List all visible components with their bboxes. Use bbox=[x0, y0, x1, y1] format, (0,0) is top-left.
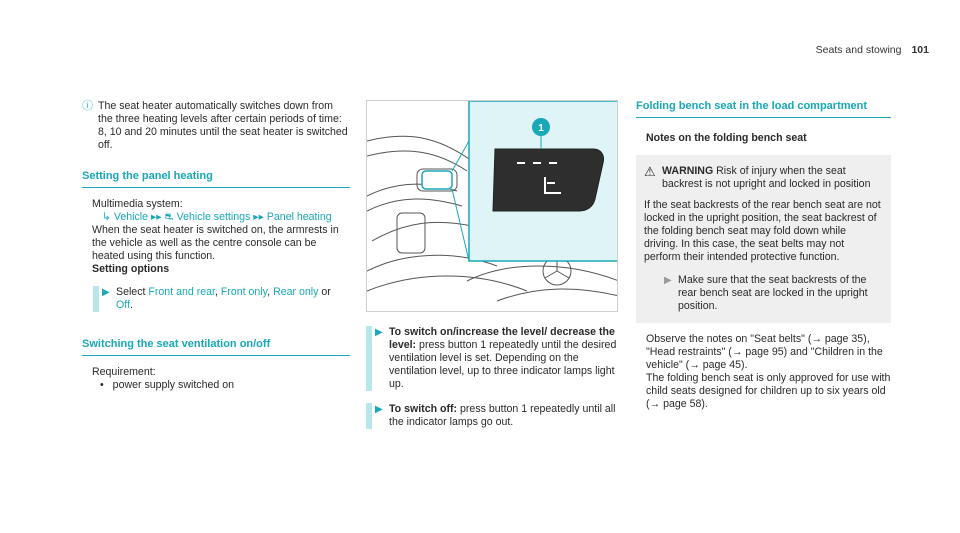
info-note-text: The seat heater automatically switches down from the three heating levels after certain periods of time: 8, 10 and 20 minutes until the seat heater is switched off. bbox=[98, 100, 348, 151]
switch-off-desc: press button 1 repeatedly until all the indicator lamps go out. bbox=[389, 403, 616, 428]
section-title: Seats and stowing bbox=[815, 44, 902, 56]
path-panel: Panel heating bbox=[266, 211, 332, 223]
car-settings-icon: ⛐ bbox=[164, 211, 174, 223]
step-bar bbox=[366, 326, 372, 391]
path-vehicle: Vehicle bbox=[113, 211, 149, 223]
select-step-text: Select Front and rear, Front only, Rear only or Off. bbox=[116, 286, 331, 311]
requirement-label: Requirement: bbox=[92, 366, 156, 378]
folding-approval: The folding bench seat is only approved for use with child seats designed for children up to six years old (→ page 58). bbox=[646, 372, 891, 410]
panel-heating-heading: Setting the panel heating bbox=[82, 170, 350, 188]
path-arrow-icon: ▸▸ bbox=[253, 211, 264, 223]
path-settings: Vehicle settings bbox=[176, 211, 251, 223]
switch-on-step bbox=[375, 326, 618, 391]
switch-on-text bbox=[389, 326, 618, 391]
switch-off-text bbox=[389, 403, 618, 429]
warning-triangle-icon: ⚠ bbox=[644, 164, 656, 179]
option-front-only: Front only bbox=[220, 286, 268, 298]
select-or: or bbox=[321, 286, 331, 298]
column-right bbox=[636, 100, 891, 411]
switch-off-label: To switch off: bbox=[389, 403, 458, 415]
warning-step-text: Make sure that the seat backrests of the rear bench seat are locked in the upright position. bbox=[678, 274, 868, 312]
column-left bbox=[82, 100, 350, 392]
warning-title: WARNING bbox=[662, 165, 714, 177]
switch-on-label: To switch on/increase the level/ decrease the level: bbox=[389, 326, 615, 351]
switch-off-step bbox=[375, 403, 618, 429]
warning-box bbox=[636, 155, 891, 323]
warning-head-text bbox=[662, 165, 881, 191]
warning-body: If the seat backrests of the rear bench seat are not locked in the upright position, the seat backrest of the folding bench seat may fold down while driving. In this case, the seat belts may not perform their intended protective function. bbox=[644, 199, 881, 263]
page-number: 101 bbox=[911, 44, 929, 56]
ventilation-heading: Switching the seat ventilation on/off bbox=[82, 338, 350, 356]
path-arrow-icon: ▸▸ bbox=[150, 211, 162, 223]
bullet-icon: • bbox=[100, 379, 104, 391]
step-arrow-icon: ▶ bbox=[375, 404, 383, 415]
options-label: Setting options bbox=[92, 263, 170, 275]
path-return-icon: ↳ bbox=[102, 211, 111, 223]
option-front-and-rear: Front and rear bbox=[148, 286, 215, 298]
folding-bench-heading: Folding bench seat in the load compartment bbox=[636, 100, 891, 118]
step-arrow-icon: ▶ bbox=[102, 287, 110, 298]
option-off: Off bbox=[116, 299, 130, 311]
switch-on-desc: press button 1 repeatedly until the desired ventilation level is set. Depending on the ventilation level, up to three indicator lamps light up. bbox=[389, 339, 617, 390]
page-header bbox=[816, 44, 929, 57]
step-arrow-icon: ▶ bbox=[375, 327, 383, 338]
step-arrow-icon: ▶ bbox=[664, 275, 672, 286]
menu-path bbox=[102, 211, 350, 224]
step-bar bbox=[366, 403, 372, 429]
info-icon: ⓘ bbox=[82, 100, 93, 112]
door-panel-illustration bbox=[367, 101, 618, 312]
option-rear-only: Rear only bbox=[273, 286, 319, 298]
warning-text: Risk of injury when the seat backrest is not upright and locked in position bbox=[662, 165, 871, 190]
select-step bbox=[102, 286, 350, 312]
warning-header bbox=[644, 165, 881, 191]
select-prefix: Select bbox=[116, 286, 146, 298]
column-middle bbox=[375, 326, 618, 429]
seat-ventilation-figure bbox=[366, 100, 618, 312]
system-label: Multimedia system: bbox=[92, 198, 183, 210]
warning-step bbox=[664, 274, 881, 313]
notes-heading: Notes on the folding bench seat bbox=[646, 132, 807, 144]
info-note bbox=[82, 100, 350, 152]
requirement-text: power supply switched on bbox=[112, 379, 234, 391]
requirement-item bbox=[100, 379, 350, 392]
step-bar bbox=[93, 286, 99, 312]
observe-notes: Observe the notes on "Seat belts" (→ page 35), "Head restraints" (→ page 95) and "Children in the vehicle" (→ page 45). bbox=[646, 333, 883, 371]
callout-1-label: 1 bbox=[538, 123, 544, 134]
panel-body: When the seat heater is switched on, the armrests in the vehicle as well as the centre console can be heated using this function. bbox=[92, 224, 339, 262]
